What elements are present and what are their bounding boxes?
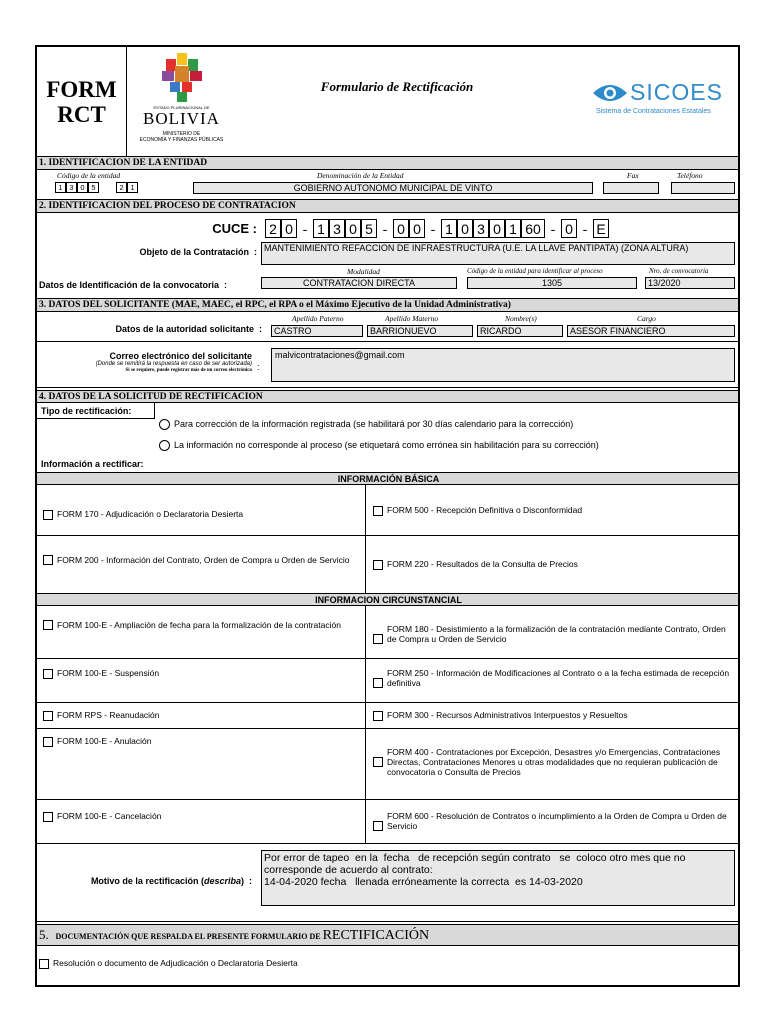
form-100e-anulacion-checkbox[interactable]	[43, 737, 53, 747]
form-400-text: FORM 400 - Contrataciones por Excepción, Desastres y/o Emergencias, Contrataciones Directas, Contrataciones Menores u otras modalidades que no requieran publicación de convocatoria o Consulta de Precios	[387, 747, 721, 777]
objeto-field[interactable]: MANTENIMIENTO REFACCION DE INFRAESTRUCTURA (U.E. LA LLAVE PANTIPATA) (ZONA ALTURA)	[261, 242, 735, 265]
circ-grid	[37, 606, 738, 844]
form-200-checkbox[interactable]	[43, 555, 53, 565]
cuce-digit[interactable]: 0	[345, 219, 361, 238]
option-no-corresponde-text: La información no corresponde al proceso (se etiquetará como errónea sin habilitación para su corrección)	[174, 440, 599, 450]
form-rps-item[interactable]	[43, 710, 361, 721]
cuce-digit[interactable]: 0	[281, 219, 297, 238]
phone-field[interactable]	[671, 182, 735, 194]
form-100e-ampliacion-checkbox[interactable]	[43, 620, 53, 630]
header	[37, 47, 738, 157]
modalidad-label: Modalidad	[347, 267, 380, 276]
grid-row-line	[37, 799, 738, 800]
cuce-digit[interactable]: 1	[441, 219, 457, 238]
section-5-title-b: RECTIFICACIÓN	[322, 928, 430, 943]
form-100e-suspension-text: FORM 100-E - Suspensión	[57, 668, 160, 678]
section-2-body	[37, 213, 738, 299]
code-digit[interactable]: 1	[55, 182, 66, 193]
correo-colon: :	[257, 362, 260, 372]
denomination-field[interactable]: GOBIERNO AUTONOMO MUNICIPAL DE VINTO	[193, 182, 593, 194]
code-digit[interactable]: 3	[66, 182, 77, 193]
form-100e-ampliacion-text: FORM 100-E - Ampliación de fecha para la formalización de la contratación	[57, 620, 341, 630]
cargo-field[interactable]: ASESOR FINANCIERO	[567, 325, 735, 337]
section-1-header: 1. IDENTIFICACION DE LA ENTIDAD	[37, 157, 738, 170]
ap-materno-label: Apellido Materno	[385, 314, 439, 323]
form-100e-cancelacion-checkbox[interactable]	[43, 812, 53, 822]
autoridad-label-text: Datos de la autoridad solicitante	[115, 324, 254, 334]
correo-field[interactable]: malvicontrataciones@gmail.com	[271, 348, 735, 382]
form-300-checkbox[interactable]	[373, 711, 383, 721]
cuce-digit[interactable]: 1	[313, 219, 329, 238]
cuce-digit[interactable]: 60	[521, 219, 545, 238]
entity-code-digits	[55, 182, 138, 193]
sicoes-text: SICOES	[630, 79, 723, 105]
objeto-label: Objeto de la Contratación :	[139, 247, 257, 257]
cuce-digit[interactable]: 0	[393, 219, 409, 238]
correo-label: Correo electrónico del solicitante	[109, 351, 252, 361]
form-500-text: FORM 500 - Recepción Definitiva o Disconformidad	[387, 505, 583, 515]
cuce-digit[interactable]: 1	[505, 219, 521, 238]
form-100e-ampliacion-item[interactable]	[43, 620, 361, 630]
form-220-text: FORM 220 - Resultados de la Consulta de Precios	[387, 559, 578, 569]
form-100e-suspension-checkbox[interactable]	[43, 669, 53, 679]
form-220-item[interactable]	[373, 559, 733, 570]
section-5-title-a: DOCUMENTACIÓN QUE RESPALDA EL PRESENTE FORMULARIO DE	[55, 932, 323, 941]
form-600-checkbox[interactable]	[373, 821, 383, 831]
form-200-text: FORM 200 - Información del Contrato, Orden de Compra u Orden de Servicio	[57, 555, 350, 565]
radio-no-corresponde[interactable]	[159, 440, 170, 451]
codigo-proceso-field[interactable]: 1305	[467, 277, 637, 289]
grid-row-line	[37, 702, 738, 703]
cuce-digit[interactable]: 0	[561, 219, 577, 238]
cuce-dash: -	[582, 221, 588, 237]
radio-correccion[interactable]	[159, 419, 170, 430]
resolucion-checkbox[interactable]	[39, 959, 49, 969]
form-250-checkbox[interactable]	[373, 678, 383, 688]
fax-label: Fax	[627, 171, 639, 180]
datos-identificacion-text: Datos de Identificación de la convocatoria	[39, 280, 220, 290]
form-code-box	[37, 47, 127, 157]
tipo-label: Tipo de rectificación:	[41, 406, 132, 416]
motivo-label-text: Motivo de la rectificación	[90, 876, 199, 886]
form-100e-anulacion-item[interactable]	[43, 736, 361, 747]
ministry-line2: ECONOMÍA Y FINANZAS PÚBLICAS	[139, 137, 224, 143]
ministry-line1: MINISTERIO DE	[162, 131, 201, 137]
form-300-text: FORM 300 - Recursos Administrativos Interpuestos y Resueltos	[387, 710, 628, 720]
form-250-item[interactable]	[373, 668, 735, 688]
section-5-header	[37, 924, 738, 946]
form-400-item[interactable]	[373, 747, 735, 777]
cuce-dash: -	[550, 221, 556, 237]
form-250-text: FORM 250 - Información de Modificaciones al Contrato o a la fecha estimada de recepción definitiva	[387, 668, 730, 688]
form-180-item[interactable]	[373, 624, 735, 644]
form-600-item[interactable]	[373, 811, 735, 831]
cuce-digit[interactable]: 0	[457, 219, 473, 238]
ap-paterno-field[interactable]: CASTRO	[271, 325, 363, 337]
option-correccion-text: Para corrección de la información registrada (se habilitará por 30 días calendario para la corrección)	[174, 419, 574, 429]
form-100e-suspension-item[interactable]	[43, 668, 361, 679]
motivo-row	[37, 844, 738, 922]
option-no-corresponde[interactable]	[159, 440, 599, 451]
motivo-describa: describa	[203, 876, 241, 886]
cuce-label: CUCE :	[212, 221, 257, 236]
cuce-dash: -	[430, 221, 436, 237]
info-rectificar-label: Información a rectificar:	[41, 459, 144, 469]
bolivia-small-text: ESTADO PLURINACIONAL DE	[153, 105, 210, 110]
form-code-line1: FORM	[46, 77, 117, 102]
correo-row	[37, 342, 738, 388]
cuce-digit[interactable]: E	[593, 219, 609, 238]
correo-note-2: Si se requiere, puede registrar más de un correo electrónico	[125, 368, 252, 373]
motivo-label: Motivo de la rectificación (describa) :	[90, 876, 252, 886]
nombre-field[interactable]: RICARDO	[477, 325, 563, 337]
tipo-rectificacion-row	[37, 403, 738, 457]
form-100e-cancelacion-item[interactable]	[43, 811, 361, 822]
form-title: Formulario de Rectificación	[320, 79, 474, 94]
datos-identificacion-label: Datos de Identificación de la convocatoria :	[39, 280, 228, 290]
section-1-body	[37, 170, 738, 200]
bolivia-text: BOLIVIA	[143, 109, 220, 128]
bolivia-emblem-icon	[160, 51, 204, 103]
code-digit[interactable]: 0	[77, 182, 88, 193]
code-digit[interactable]: 1	[127, 182, 138, 193]
form-frame	[35, 45, 740, 987]
cuce-dash: -	[302, 221, 308, 237]
cuce-digit[interactable]: 3	[473, 219, 489, 238]
section-3-header: 3. DATOS DEL SOLICITANTE (MAE, MAEC, el RPC, el RPA o el Máximo Ejecutivo de la Unidad Administrativa)	[37, 299, 738, 312]
entity-code-label: Código de la entidad	[57, 171, 121, 180]
form-200-item[interactable]	[43, 555, 361, 565]
grid-row-line	[37, 728, 738, 729]
objeto-label-text: Objeto de la Contratación	[139, 247, 249, 257]
basica-grid	[37, 485, 738, 595]
fax-field[interactable]	[603, 182, 659, 194]
autoridad-label: Datos de la autoridad solicitante :	[115, 324, 262, 334]
form-180-checkbox[interactable]	[373, 634, 383, 644]
form-100e-cancelacion-text: FORM 100-E - Cancelación	[57, 811, 162, 821]
section-4-header: 4. DATOS DE LA SOLICITUD DE RECTIFICACION	[37, 390, 738, 403]
cuce-boxes	[265, 219, 609, 238]
form-code-line2: RCT	[57, 102, 106, 127]
form-220-checkbox[interactable]	[373, 560, 383, 570]
form-600-text: FORM 600 - Resolución de Contratos o incumplimiento a la Orden de Compra u Orden de Servicio	[387, 811, 727, 831]
grid-divider	[365, 606, 366, 844]
denomination-label: Denominación de la Entidad	[317, 171, 404, 180]
form-rps-text: FORM RPS - Reanudación	[57, 710, 160, 720]
cuce-digit[interactable]: 0	[409, 219, 425, 238]
form-400-checkbox[interactable]	[373, 757, 383, 767]
code-digit[interactable]: 2	[116, 182, 127, 193]
cuce-digit[interactable]: 3	[329, 219, 345, 238]
phone-label: Teléfono	[677, 171, 703, 180]
code-digit[interactable]: 5	[88, 182, 99, 193]
form-180-text: FORM 180 - Desistimiento a la formalización de la contratación mediante Contrato, Orden de Compra u Orden de Servicio	[387, 624, 726, 644]
form-100e-anulacion-text: FORM 100-E - Anulación	[57, 736, 152, 746]
sicoes-subtitle: Sistema de Contrataciones Estatales	[596, 108, 711, 115]
correo-note-1: (Donde se remitirá la respuesta en caso de ser autorizada)	[95, 361, 252, 367]
nombre-label: Nombre(s)	[505, 314, 537, 323]
bolivia-logo	[129, 51, 234, 151]
resolucion-text: Resolución o documento de Adjudicación o Declaratoria Desierta	[53, 958, 298, 968]
form-500-item[interactable]	[373, 505, 733, 516]
sicoes-eye-icon	[592, 81, 628, 105]
section-5-number: 5.	[39, 927, 49, 942]
grid-row-line	[37, 535, 738, 536]
modalidad-field[interactable]: CONTRATACION DIRECTA	[261, 277, 457, 289]
nro-convocatoria-label: Nro. de convocatoria	[649, 267, 709, 275]
cuce-digit[interactable]: 2	[265, 219, 281, 238]
form-rps-checkbox[interactable]	[43, 711, 53, 721]
informacion-circunstancial-header: INFORMACION CIRCUNSTANCIAL	[37, 593, 738, 606]
form-170-item[interactable]	[43, 509, 361, 520]
informacion-basica-header: INFORMACIÓN BÁSICA	[37, 472, 738, 485]
resolucion-item[interactable]	[39, 958, 298, 969]
form-170-checkbox[interactable]	[43, 510, 53, 520]
form-500-checkbox[interactable]	[373, 506, 383, 516]
grid-row-line	[37, 658, 738, 659]
motivo-field[interactable]: Por error de tapeo en la fecha de recepción según contrato se coloco otro mes que no corresponde de acuerdo al contrato: 14-04-2020 fecha llenada erróneamente la correcta es 14-03-2020	[261, 850, 735, 906]
form-170-text: FORM 170 - Adjudicación o Declaratoria Desierta	[57, 509, 244, 519]
cuce-digit[interactable]: 5	[361, 219, 377, 238]
grid-divider	[365, 485, 366, 595]
tipo-label-box	[37, 403, 155, 419]
cuce-dash: -	[382, 221, 388, 237]
form-300-item[interactable]	[373, 710, 735, 721]
ap-paterno-label: Apellido Paterno	[292, 314, 344, 323]
ap-materno-field[interactable]: BARRIONUEVO	[367, 325, 473, 337]
cuce-digit[interactable]: 0	[489, 219, 505, 238]
nro-convocatoria-field[interactable]: 13/2020	[645, 277, 735, 289]
option-correccion[interactable]	[159, 419, 573, 430]
codigo-proceso-label: Código de la entidad para identificar al proceso	[467, 267, 603, 275]
section-2-header: 2. IDENTIFICACION DEL PROCESO DE CONTRATACION	[37, 200, 738, 213]
cuce-label-text: CUCE	[212, 221, 250, 236]
section-3-body	[37, 312, 738, 342]
cargo-label: Cargo	[637, 314, 656, 323]
